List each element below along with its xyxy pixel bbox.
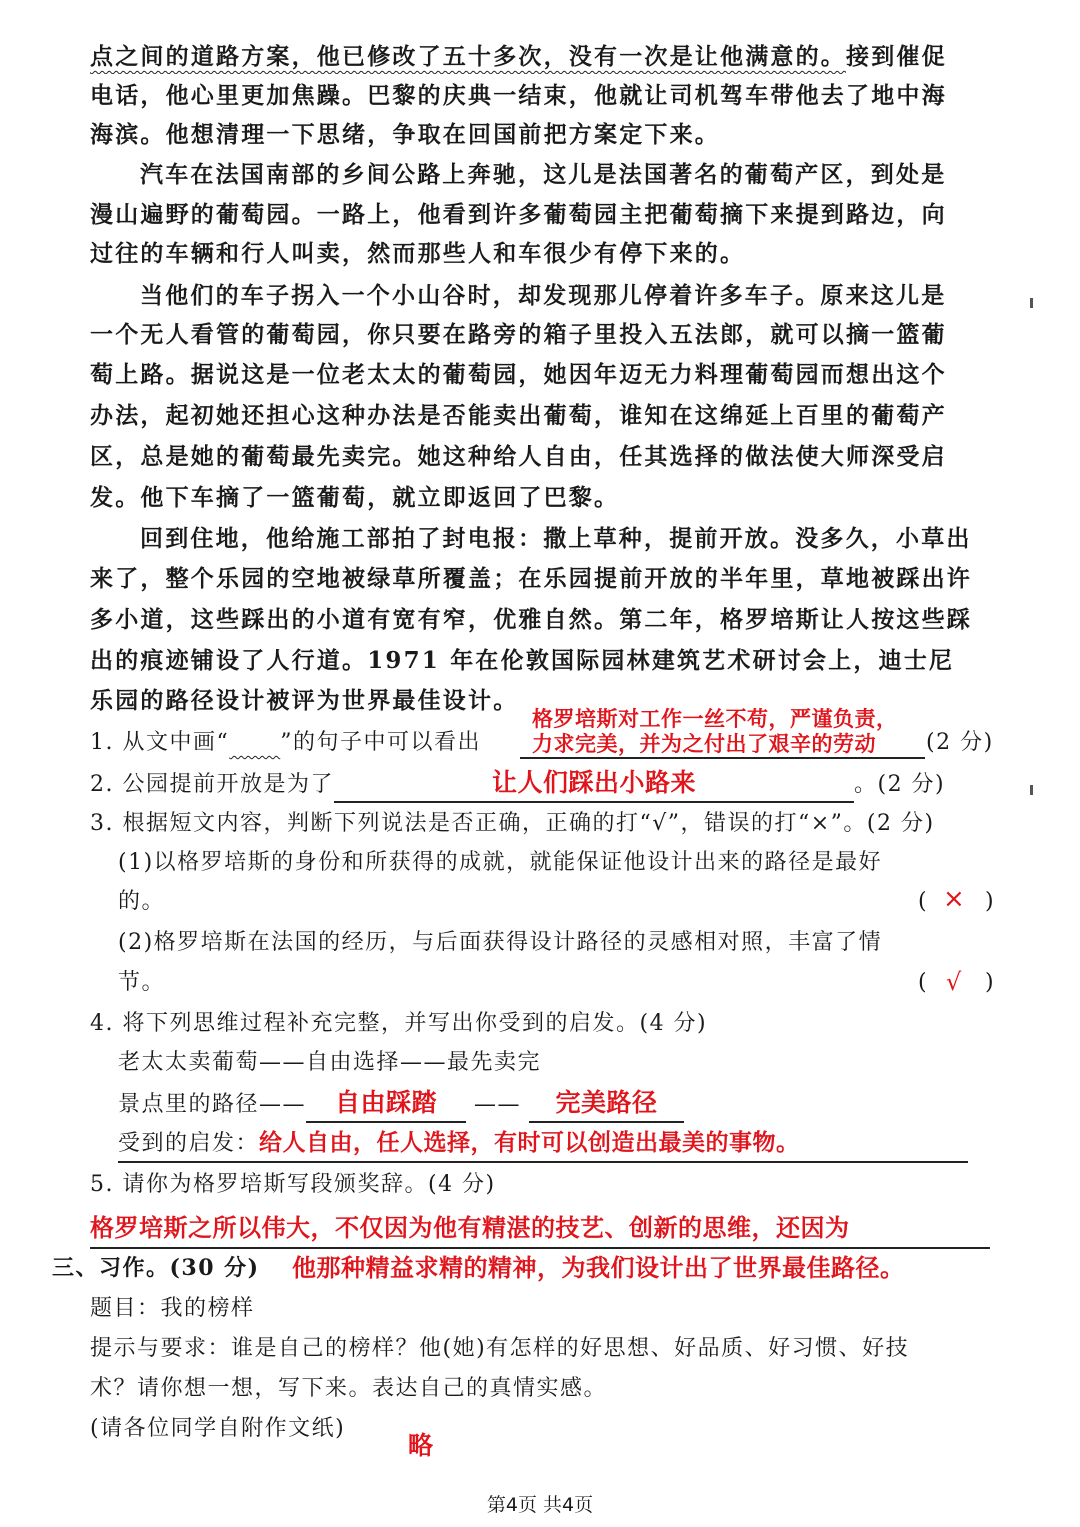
passage-line: 出的痕迹铺设了人行道。1971 年在伦敦国际园林建筑艺术研讨会上，迪士尼 [90,647,955,674]
q1-prefix: 1. 从文中画“ [90,730,230,755]
page-number: 第4页 共4页 [486,1494,594,1516]
q4-answer-b: 完美路径 [529,1085,684,1123]
composition-heading: 三、习作。(30 分) [52,1255,260,1281]
passage-line: 多小道，这些踩出的小道有宽有窄，优雅自然。第二年，格罗培斯让人按这些踩 [90,606,972,633]
question-1 [90,725,481,761]
paren-open: ( [918,970,927,995]
q4-line2-prefix: 景点里的路径—— [118,1092,307,1117]
passage-line: 发。他下车摘了一篮葡萄，就立即返回了巴黎。 [90,484,620,511]
q3-statement-2: (2)格罗培斯在法国的经历，与后面获得设计路径的灵感相对照，丰富了情 [118,930,883,955]
passage-line: 当他们的车子拐入一个小山谷时，却发现那儿停着许多车子。原来这儿是 [140,282,947,309]
composition-topic: 题目：我的榜样 [90,1296,255,1321]
passage-line: 区，总是她的葡萄最先卖完。她这种给人自由，任其选择的做法使大师深受启 [90,443,947,470]
q2-answer: 让人们踩出小路来 [334,765,854,803]
underlined-sentence: 点之间的道路方案，他已修改了五十多次，没有一次是让他满意的。 [90,43,846,70]
q5-answer-line2: 他那种精益求精的精神，为我们设计出了世界最佳路径。 [292,1254,905,1282]
composition-note: (请各位同学自附作文纸) [90,1416,346,1441]
question-2 [90,765,945,801]
passage-line: 来了，整个乐园的空地被绿草所覆盖；在乐园提前开放的半年里，草地被踩出许 [90,565,972,592]
scan-mark [1030,785,1033,795]
passage-line: 汽车在法国南部的乡间公路上奔驰，这儿是法国著名的葡萄产区，到处是 [140,161,947,188]
passage-line: 过往的车辆和行人叫卖，然而那些人和车很少有停下来的。 [90,240,746,267]
passage-line: 漫山遍野的葡萄园。一路上，他看到许多葡萄园主把葡萄摘下来提到路边，向 [90,201,947,228]
q3-answer-1-cross: × [943,884,965,914]
composition-hint-1: 提示与要求：谁是自己的榜样？他(她)有怎样的好思想、好品质、好习惯、好技 [90,1336,910,1361]
passage-line: 电话，他心里更加焦躁。巴黎的庆典一结束，他就让司机驾车带他去了地中海 [90,82,947,109]
passage-line: 回到住地，他给施工部拍了封电报：撒上草种，提前开放。没多久，小草出 [140,525,972,552]
q4-inspiration [118,1125,968,1163]
q1-answer-line2: 力求完美，并为之付出了艰辛的劳动 [532,732,876,756]
passage-line: 海滨。他想清理一下思绪，争取在回国前把方案定下来。 [90,121,720,148]
q2-score: 。(2 分) [853,772,946,797]
passage-line [90,40,996,74]
q3-answer-2-check: √ [946,968,962,996]
passage-line: 乐园的路径设计被评为世界最佳设计。 [90,687,519,714]
q5-answer-line1: 格罗培斯之所以伟大，不仅因为他有精湛的技艺、创新的思维，还因为 [90,1209,990,1249]
passage-line: 萄上路。据说这是一位老太太的葡萄园，她因年迈无力料理葡萄园而想出这个 [90,361,947,388]
q3-statement-2-end: 节。 [118,970,166,995]
passage-text: 接到催促 [846,43,947,70]
composition-answer: 略 [408,1431,434,1460]
q3-statement-1-end: 的。 [118,889,166,914]
q1-score: (2 分) [926,730,994,755]
q4-line-2 [118,1085,684,1121]
question-3-title: 3. 根据短文内容，判断下列说法是否正确，正确的打“√”，错误的打“×”。(2 分) [90,811,935,836]
q1-answer-line1: 格罗培斯对工作一丝不苟，严谨负责， [532,707,898,731]
passage-line: 办法，起初她还担心这种办法是否能卖出葡萄，谁知在这绵延上百里的葡萄产 [90,402,947,429]
question-4-title: 4. 将下列思维过程补充完整，并写出你受到的启发。(4 分) [90,1011,708,1036]
q4-inspire-label: 受到的启发： [118,1131,260,1156]
paren-close: ) [985,970,994,995]
passage-line: 一个无人看管的葡萄园，你只要在路旁的箱子里投入五法郎，就可以摘一篮葡 [90,321,947,348]
paren-close: ) [985,889,994,914]
wavy-line-mark [229,730,280,755]
composition-hint-2: 术？请你想一想，写下来。表达自己的真情实感。 [90,1376,608,1401]
q4-line-1: 老太太卖葡萄——自由选择——最先卖完 [118,1050,542,1075]
q1-mid: ”的句子中可以看出 [280,730,481,755]
q4-answer-a: 自由踩踏 [306,1085,466,1123]
scan-mark [1030,298,1033,308]
q4-inspire-answer: 给人自由，任人选择，有时可以创造出最美的事物。 [259,1130,800,1156]
question-5-title: 5. 请你为格罗培斯写段颁奖辞。(4 分) [90,1172,496,1197]
q4-dash: —— [474,1092,522,1117]
q3-statement-1: (1)以格罗培斯的身份和所获得的成就，就能保证他设计出来的路径是最好 [118,850,883,875]
paren-open: ( [918,889,927,914]
q2-prefix: 2. 公园提前开放是为了 [90,772,334,797]
